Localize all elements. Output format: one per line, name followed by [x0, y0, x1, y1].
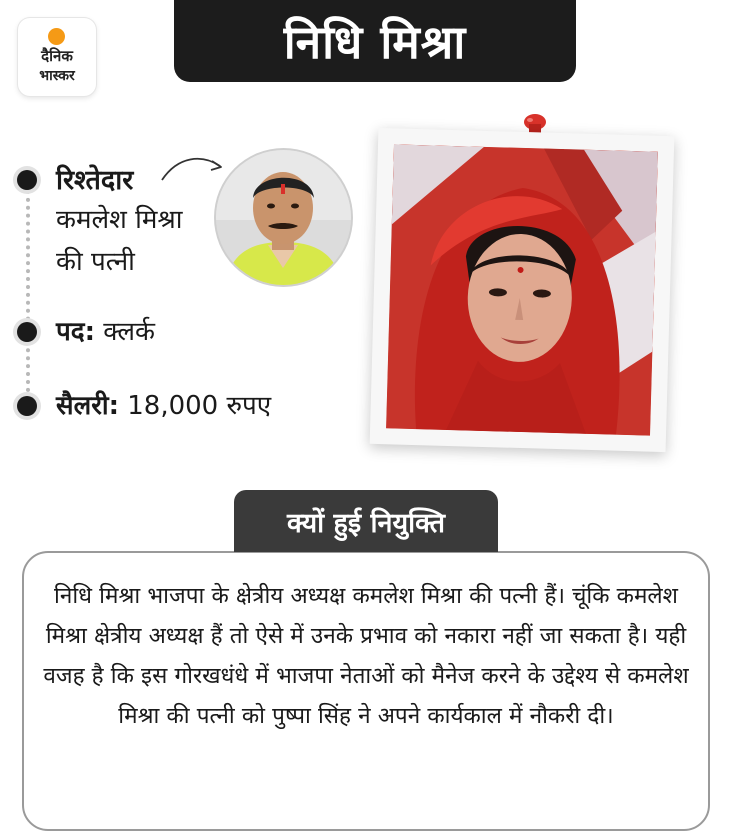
- sun-icon: [48, 28, 65, 45]
- photo-frame: [370, 128, 675, 452]
- reason-heading: क्यों हुई नियुक्ति: [287, 507, 445, 539]
- post-row: [56, 312, 155, 348]
- logo-line1: दैनिक: [41, 47, 73, 65]
- salary-row: [56, 386, 271, 422]
- woman-portrait-icon: [386, 144, 658, 435]
- dainik-bhaskar-logo: [18, 18, 96, 96]
- reason-text: निधि मिश्रा भाजपा के क्षेत्रीय अध्यक्ष कमलेश मिश्रा की पत्नी हैं। चूंकि कमलेश मिश्रा क्षेत्रीय अध्यक्ष हैं तो ऐसे में उनके प्रभाव को नकारा नहीं जा सकता है। यही वजह है कि इस गोरखधंधे में भाजपा नेताओं को मैनेज करने के उद्देश्य से कमलेश मिश्रा की पत्नी को पुष्पा सिंह ने अपने कार्यकाल में नौकरी दी।: [43, 583, 689, 729]
- relative-name: कमलेश मिश्रा: [56, 205, 183, 235]
- subject-photo: [386, 144, 658, 435]
- relative-avatar: [216, 150, 351, 285]
- salary-value: 18,000 रुपए: [127, 391, 272, 421]
- logo-line2: भास्कर: [39, 68, 75, 84]
- page-title: निधि मिश्रा: [283, 15, 467, 69]
- timeline-dot-post: [17, 322, 37, 342]
- timeline-dot-salary: [17, 396, 37, 416]
- timeline-line: [26, 182, 30, 408]
- reason-heading-tab: [234, 490, 498, 552]
- man-portrait-icon: [216, 150, 351, 285]
- timeline-dot-relative: [17, 170, 37, 190]
- relative-relation: की पत्नी: [56, 247, 135, 277]
- salary-label: सैलरी:: [56, 391, 119, 421]
- title-bar: [174, 0, 576, 82]
- post-label: पद:: [56, 317, 95, 347]
- curved-arrow-icon: [158, 150, 228, 190]
- relative-label: रिश्तेदार: [56, 165, 134, 196]
- post-value: क्लर्क: [103, 317, 156, 347]
